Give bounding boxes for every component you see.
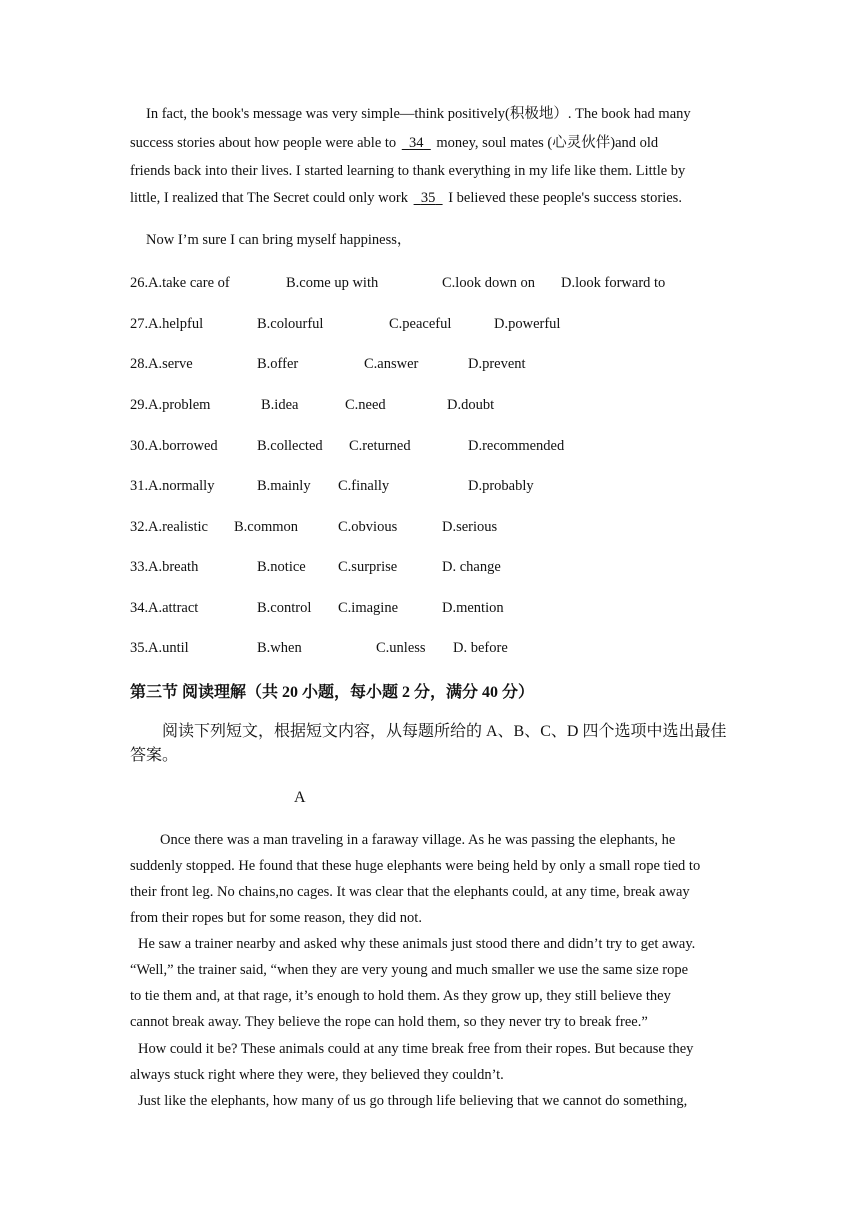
passage-line [130,188,682,208]
question-option: B.come up with [286,275,379,291]
passage-a-line: suddenly stopped. He found that these huge elephants were being held by only a small rope tied to [130,858,701,874]
question-number: 29. [130,397,149,413]
question-option: B.notice [257,559,306,575]
passage-a-line: How could it be? These animals could at any time break free from their ropes. But because they [138,1041,694,1057]
question-option: C.imagine [338,600,399,616]
question-option: A.take care of [148,275,230,291]
passage-a-line: their front leg. No chains,no cages. It was clear that the elephants could, at any time, break away [130,884,690,900]
question-option: C.answer [364,356,419,372]
passage-text: friends back into their lives. I started learning to thank everything in my life like them. Little by [130,163,686,179]
question-option: B.offer [257,356,299,372]
passage-a-line: to tie them and, at that rage, it’s enough to hold them. As they grow up, they still believe they [130,988,671,1004]
passage-a-line: Once there was a man traveling in a faraway village. As he was passing the elephants, he [160,832,676,848]
question-option: C.obvious [338,519,398,535]
question-option: A.borrowed [148,438,218,454]
question-option: C.finally [338,478,390,494]
question-option: B.common [234,519,299,535]
question-option: A.helpful [148,316,204,332]
passage-text: I believed these people's success stories. [444,190,682,206]
passage-a-line: cannot break away. They believe the rope can hold them, so they never try to break free.” [130,1014,648,1030]
question-option: D.look forward to [561,275,666,291]
question-number: 34. [130,600,149,616]
question-option: D.mention [442,600,504,616]
question-option: A.normally [148,478,215,494]
question-option: C.surprise [338,559,398,575]
question-number: 28. [130,356,149,372]
question-number: 27. [130,316,149,332]
question-option: B.idea [261,397,299,413]
passage-line [130,133,658,153]
question-number: 33. [130,559,149,575]
question-number: 35. [130,640,149,656]
question-option: C.returned [349,438,411,454]
passage-text: Now I’m sure I can bring myself happiness， [146,232,412,248]
section-heading: 第三节 阅读理解（共 20 小题，每小题 2 分，满分 40 分） [130,684,535,701]
question-option: C.look down on [442,275,536,291]
question-option: D.serious [442,519,498,535]
question-option: B.when [257,640,302,656]
question-number: 26. [130,275,149,291]
passage-label: A [294,789,306,806]
question-option: C.need [345,397,386,413]
question-option: D. before [453,640,508,656]
passage-a-line: always stuck right where they were, they believed they couldn’t. [130,1067,504,1083]
passage-text: little, I realized that The Secret could only work [130,190,412,206]
question-option: D. change [442,559,501,575]
question-option: A.until [148,640,189,656]
question-number: 31. [130,478,149,494]
question-option: A.problem [148,397,211,413]
question-option: D.powerful [494,316,561,332]
question-option: D.prevent [468,356,526,372]
question-option: D.recommended [468,438,565,454]
passage-a-line: Just like the elephants, how many of us go through life believing that we cannot do something, [138,1093,688,1109]
passage-a-line: “Well,” the trainer said, “when they are very young and much smaller we use the same size rope [130,962,689,978]
passage-line [146,230,411,250]
question-option: A.breath [148,559,199,575]
passage-a-line: from their ropes but for some reason, they did not. [130,910,422,926]
question-option: B.collected [257,438,323,454]
question-option: B.control [257,600,312,616]
section-instruction: 阅读下列短文，根据短文内容，从每题所给的 A、B、C、D 四个选项中选出最佳答案。 [130,723,727,764]
answer-blank: 35 [420,190,436,206]
passage-line [146,104,691,124]
passage-text: success stories about how people were able to [130,135,400,151]
answer-blank: 34 [409,135,424,151]
passage-line [130,161,685,181]
question-number: 30. [130,438,149,454]
passage-a-line: He saw a trainer nearby and asked why these animals just stood there and didn’t try to get away. [138,936,696,952]
question-option: A.realistic [148,519,208,535]
question-number: 32. [130,519,149,535]
question-option: B.mainly [257,478,311,494]
question-option: B.colourful [257,316,324,332]
question-option: D.doubt [447,397,495,413]
question-option: C.peaceful [389,316,452,332]
question-option: D.probably [468,478,534,494]
question-option: C.unless [376,640,426,656]
question-option: A.attract [148,600,199,616]
passage-text: money, soul mates (心灵伙伴)and old [432,135,659,151]
question-option: A.serve [148,356,193,372]
passage-text: In fact, the book's message was very simple—think positively(积极地）. The book had many [146,106,691,122]
